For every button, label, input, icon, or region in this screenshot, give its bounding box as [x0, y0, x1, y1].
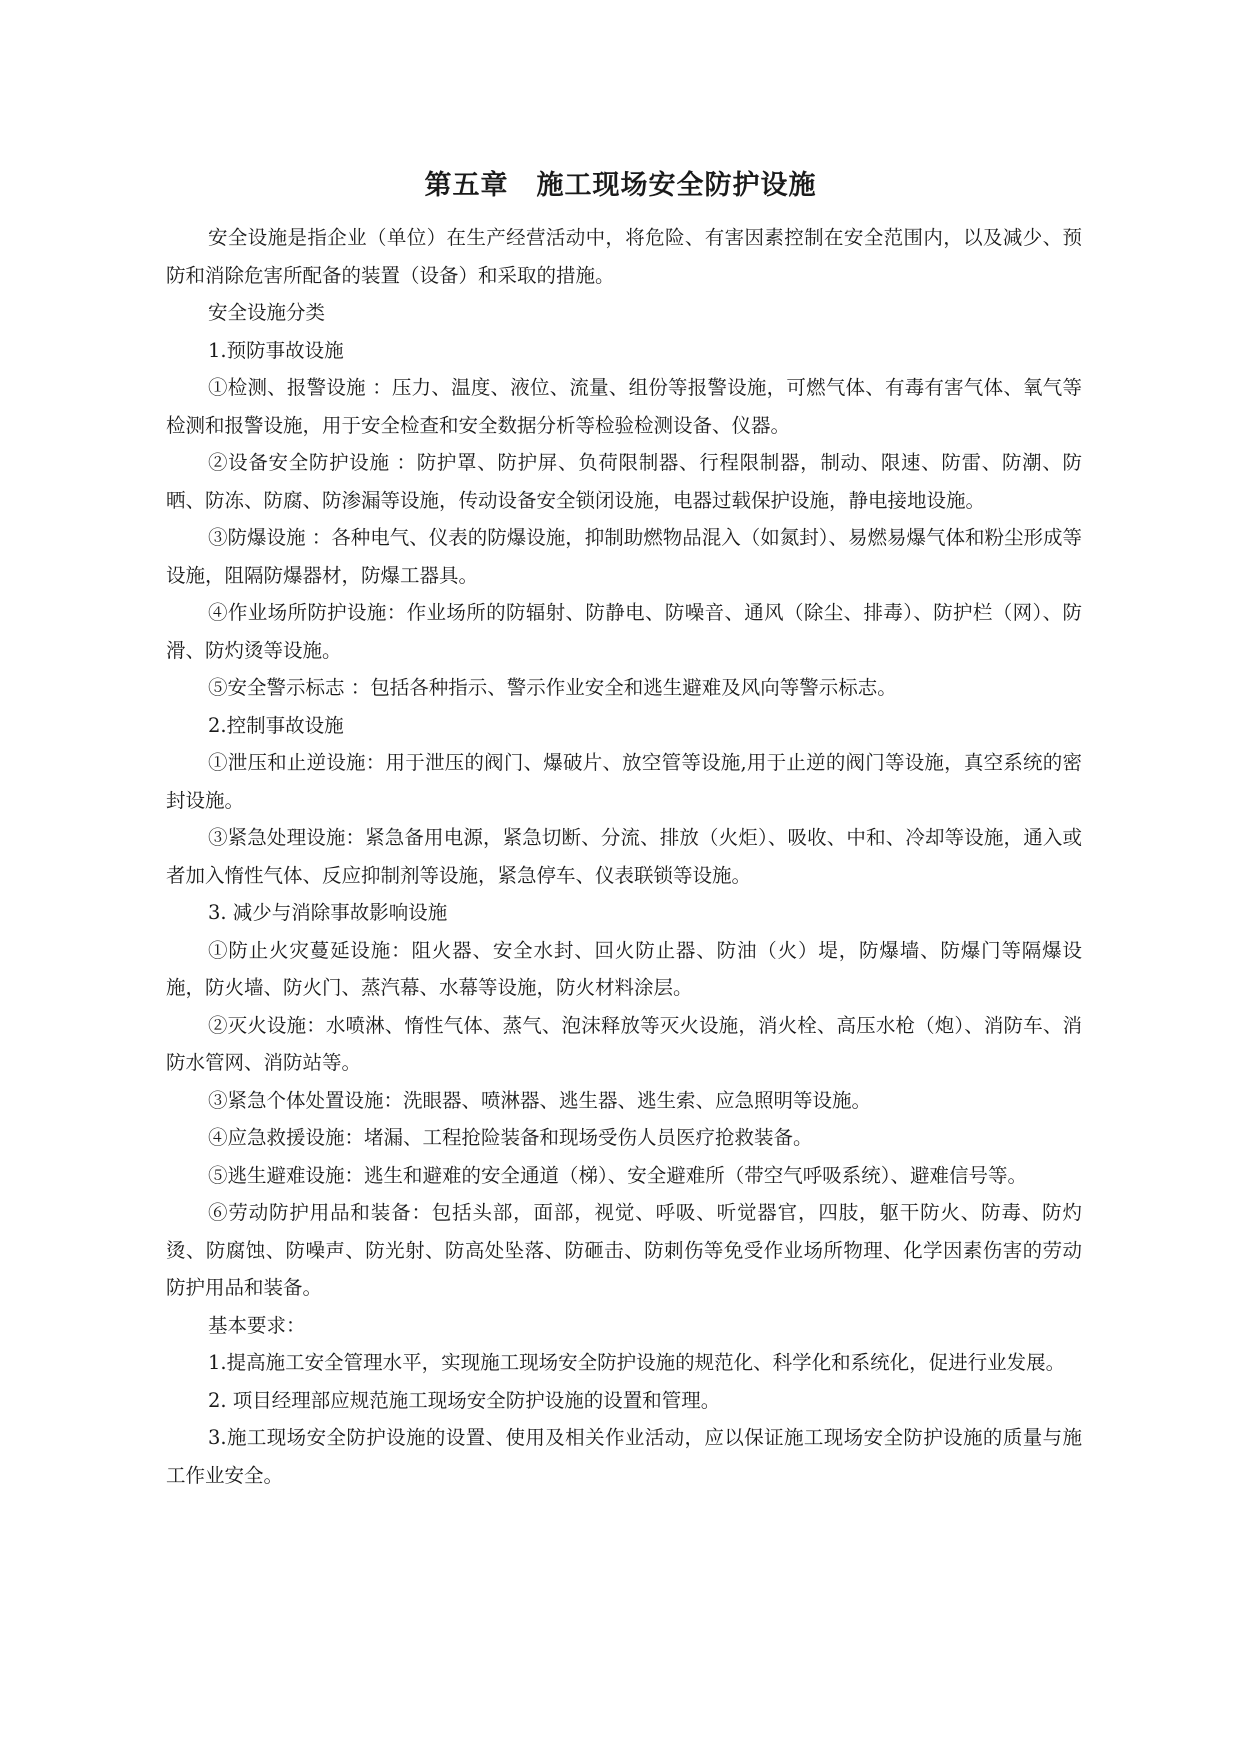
paragraph-section-3-heading: 3. 减少与消除事故影响设施	[208, 901, 448, 924]
paragraph-emergency-rescue: ④应急救援设施：堵漏、工程抢险装备和现场受伤人员医疗抢救装备。	[208, 1126, 813, 1149]
paragraph-classification-heading: 安全设施分类	[208, 301, 326, 324]
paragraph-section-2-heading: 2.控制事故设施	[208, 713, 344, 737]
paragraph-explosion-proof: ③防爆设施 ：各种电气、仪表的防爆设施，抑制助燃物品混入（如氮封）、易燃易爆气体和粉尘形成等设施，阻隔防爆器材，防爆工器具。	[166, 526, 1082, 587]
paragraph-individual-disposal: ③紧急个体处置设施：洗眼器、喷淋器、逃生器、逃生索、应急照明等设施。	[208, 1088, 872, 1112]
paragraph-fire-extinguishing: ②灭火设施：水喷淋、惰性气体、蒸气、泡沫释放等灭火设施，消火栓、高压水枪（炮）、消防车、消防水管网、消防站等。	[166, 1013, 1082, 1074]
paragraph-detection-alarm: ①检测、报警设施 ：压力、温度、液位、流量、组份等报警设施，可燃气体、有毒有害气体、氧气等检测和报警设施，用于安全检查和安全数据分析等检验检测设备、仪器。	[166, 376, 1082, 437]
paragraph-section-1-heading: 1.预防事故设施	[208, 338, 344, 362]
paragraph-equipment-protection: ②设备安全防护设施 ：防护罩、防护屏、负荷限制器、行程限制器，制动、限速、防雷、防潮、防晒、防冻、防腐、防渗漏等设施，传动设备安全锁闭设施，电器过载保护设施，静电接地设施。	[166, 451, 1082, 512]
paragraph-emergency-handling: ③紧急处理设施：紧急备用电源，紧急切断、分流、排放（火炬）、吸收、中和、冷却等设施，通入或者加入惰性气体、反应抑制剂等设施，紧急停车、仪表联锁等设施。	[166, 826, 1082, 887]
paragraph-workplace-protection: ④作业场所防护设施：作业场所的防辐射、防静电、防噪音、通风（除尘、排毒）、防护栏（网）、防滑、防灼烫等设施。	[166, 601, 1082, 662]
document-body	[166, 219, 1082, 1494]
chapter-title: 第五章 施工现场安全防护设施	[424, 170, 817, 201]
paragraph-warning-signs: ⑤安全警示标志 ：包括各种指示、警示作业安全和逃生避难及风向等警示标志。	[208, 676, 897, 699]
paragraph-requirement-2: 2. 项目经理部应规范施工现场安全防护设施的设置和管理。	[208, 1388, 721, 1412]
paragraph-fire-spread: ①防止火灾蔓延设施：阻火器、安全水封、回火防止器、防油（火）堤，防爆墙、防爆门等隔爆设施，防火墙、防火门、蒸汽幕、水幕等设施，防火材料涂层。	[166, 938, 1082, 999]
paragraph-basic-requirements-heading: 基本要求：	[208, 1313, 306, 1337]
paragraph-escape-refuge: ⑤逃生避难设施：逃生和避难的安全通道（梯）、安全避难所（带空气呼吸系统）、避难信号等。	[208, 1163, 1028, 1187]
paragraph-intro: 安全设施是指企业（单位）在生产经营活动中，将危险、有害因素控制在安全范围内，以及减少、预防和消除危害所配备的装置（设备）和采取的措施。	[166, 226, 1082, 287]
paragraph-requirement-1: 1.提高施工安全管理水平，实现施工现场安全防护设施的规范化、科学化和系统化，促进行业发展。	[208, 1351, 1066, 1374]
paragraph-pressure-relief: ①泄压和止逆设施：用于泄压的阀门、爆破片、放空管等设施,用于止逆的阀门等设施，真空系统的密封设施。	[166, 751, 1082, 812]
paragraph-protective-equipment: ⑥劳动防护用品和装备：包括头部，面部，视觉、呼吸、听觉器官，四肢，躯干防火、防毒、防灼烫、防腐蚀、防噪声、防光射、防高处坠落、防砸击、防刺伤等免受作业场所物理、化学因素伤害的劳动防护用品和装备。	[166, 1201, 1082, 1299]
paragraph-requirement-3: 3.施工现场安全防护设施的设置、使用及相关作业活动，应以保证施工现场安全防护设施的质量与施工作业安全。	[166, 1426, 1082, 1487]
